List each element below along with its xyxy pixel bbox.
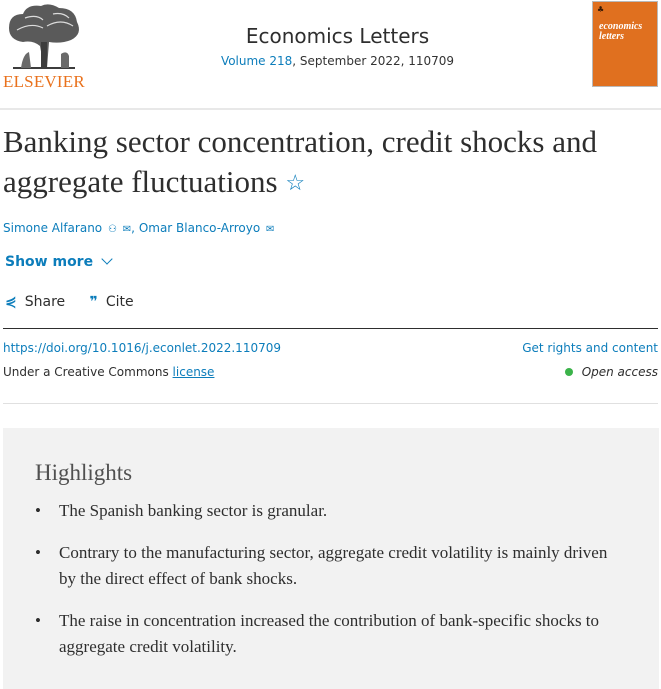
envelope-icon[interactable]: ✉ bbox=[266, 224, 275, 235]
cite-button[interactable] bbox=[90, 294, 134, 310]
open-access-label: Open access bbox=[581, 365, 658, 379]
chevron-down-icon bbox=[101, 253, 112, 264]
list-item: • Contrary to the manufacturing sector, aggregate credit volatility is mainly driven by the direct effect of bank shocks. bbox=[35, 540, 625, 592]
show-more-label: Show more bbox=[5, 254, 94, 270]
quote-icon: ❞ bbox=[89, 294, 98, 310]
divider bbox=[3, 403, 658, 404]
article-actions bbox=[5, 294, 154, 310]
open-access-badge bbox=[565, 365, 658, 379]
license-info bbox=[3, 365, 214, 379]
elsevier-wordmark[interactable]: ELSEVIER bbox=[3, 72, 85, 91]
journal-issue-info bbox=[0, 54, 661, 68]
star-outline-icon[interactable]: ☆ bbox=[285, 170, 306, 195]
volume-link[interactable]: Volume 218 bbox=[220, 54, 293, 68]
share-label: Share bbox=[24, 294, 66, 310]
open-access-dot-icon bbox=[565, 368, 573, 376]
share-icon: ⋞ bbox=[5, 294, 17, 310]
author-link[interactable]: Simone Alfarano bbox=[3, 221, 103, 235]
person-icon[interactable]: ⚇ bbox=[107, 224, 117, 235]
cover-title: economics letters bbox=[599, 21, 643, 42]
show-more-button[interactable] bbox=[5, 254, 111, 270]
license-link[interactable]: license bbox=[172, 365, 215, 379]
author-link[interactable]: Omar Blanco-Arroyo bbox=[138, 221, 261, 235]
highlights-list bbox=[35, 498, 625, 676]
list-item: • The raise in concentration increased the contribution of bank-specific shocks to aggregate credit volatility. bbox=[35, 608, 625, 660]
highlights-title: Highlights bbox=[35, 460, 133, 485]
cover-tree-icon: ♣ bbox=[597, 5, 605, 14]
share-button[interactable] bbox=[5, 294, 65, 310]
author-list bbox=[3, 221, 274, 235]
list-item: • The Spanish banking sector is granular. bbox=[35, 498, 625, 524]
article-title bbox=[3, 122, 653, 203]
envelope-icon[interactable]: ✉ bbox=[122, 224, 132, 235]
journal-title[interactable]: Economics Letters bbox=[245, 24, 430, 48]
journal-header bbox=[0, 0, 661, 110]
issue-date-text: , September 2022, 110709 bbox=[292, 54, 455, 68]
journal-cover-thumbnail[interactable] bbox=[592, 1, 658, 87]
doi-link[interactable]: https://doi.org/10.1016/j.econlet.2022.110709 bbox=[3, 341, 281, 355]
author-separator: , bbox=[131, 221, 135, 235]
highlights-section bbox=[3, 428, 659, 689]
article-title-text: Banking sector concentration, credit shocks and aggregate fluctuations bbox=[3, 124, 597, 199]
cite-label: Cite bbox=[105, 294, 134, 310]
rights-link[interactable]: Get rights and content bbox=[522, 341, 658, 355]
license-prefix: Under a Creative Commons bbox=[3, 365, 173, 379]
divider bbox=[3, 328, 658, 329]
